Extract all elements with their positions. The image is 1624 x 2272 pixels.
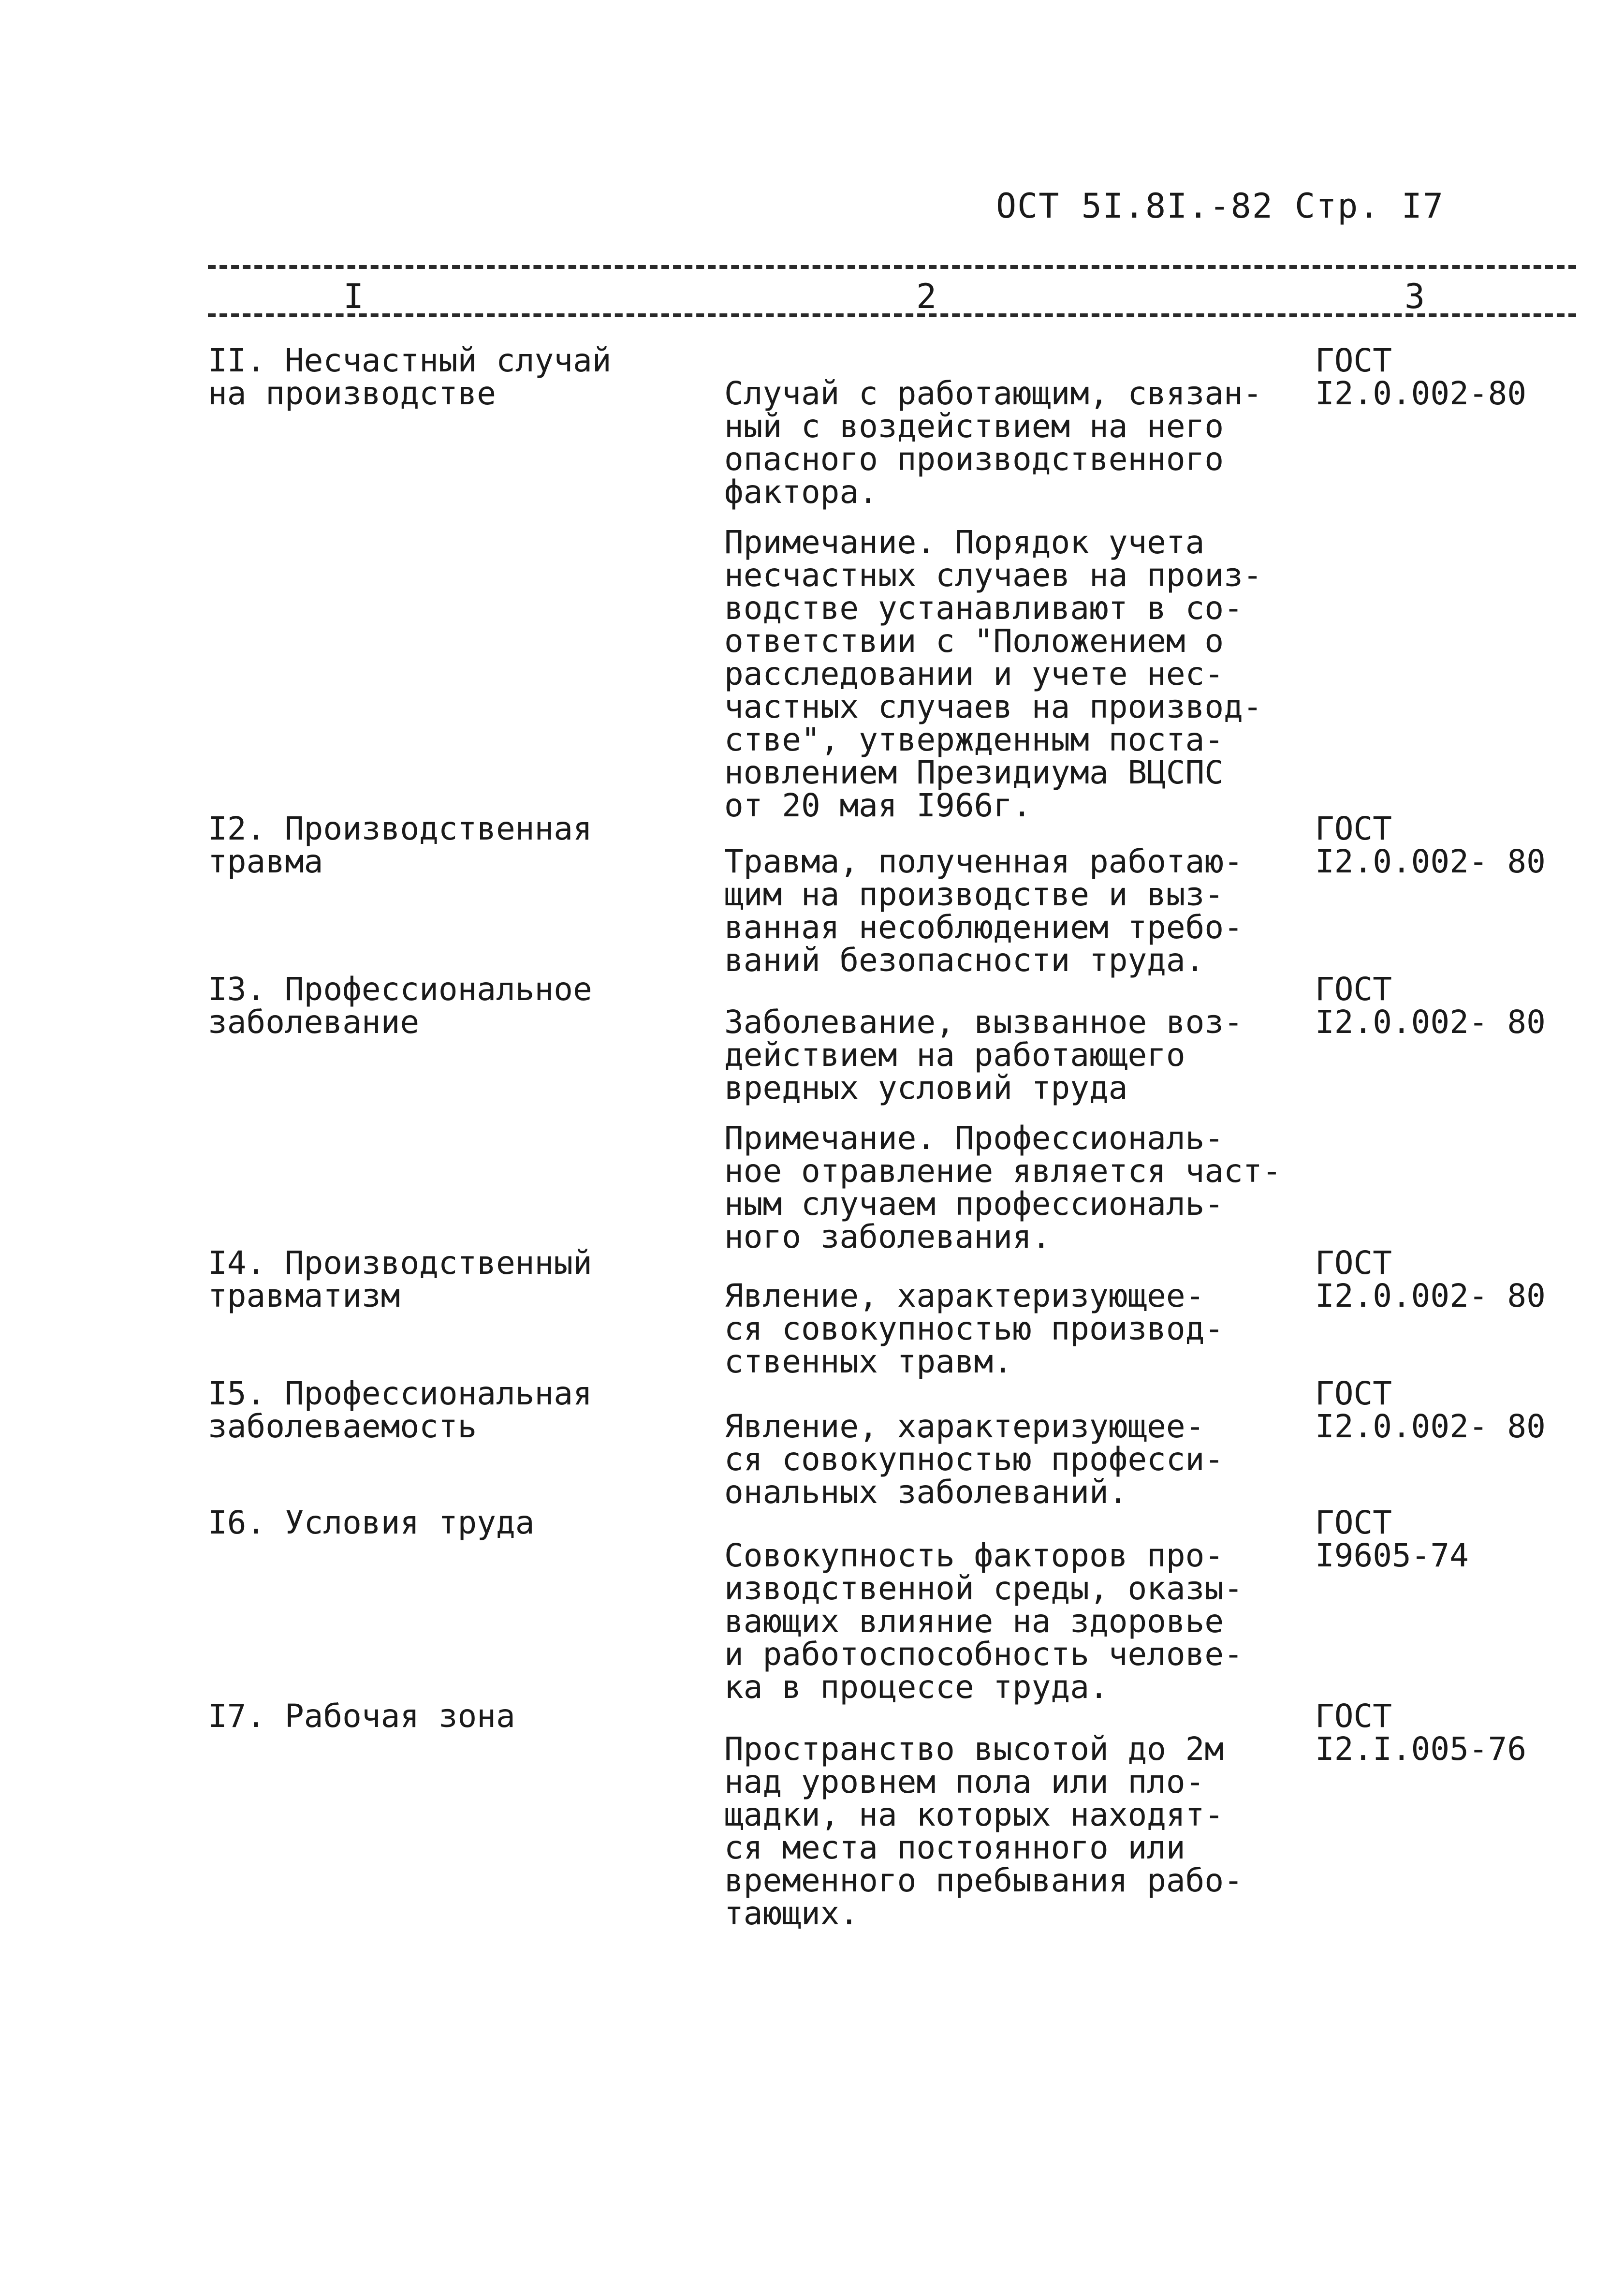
term-name: II. Несчастный случай на производстве bbox=[208, 342, 612, 412]
definition-text: Травма, полученная работаю- щим на производстве и выз- ванная несоблюдением требо- ваний безопасности труда. bbox=[724, 843, 1243, 979]
definition-text: Совокупность факторов про- изводственной среды, оказы- вающих влияние на здоровье и работоспособность челове- ка в процессе труда. bbox=[724, 1537, 1243, 1706]
term-definition bbox=[724, 973, 1319, 1286]
term-reference: ГОСТ I2.I.005-76 bbox=[1315, 1697, 1527, 1768]
page-header: ОСТ 5I.8I.-82 Стр. I7 bbox=[996, 186, 1445, 226]
term-definition bbox=[724, 1377, 1319, 1509]
term-reference: ГОСТ I2.0.002-80 bbox=[1315, 342, 1527, 412]
definition-text: Явление, характеризующее- ся совокупностью производ- ственных травм. bbox=[724, 1277, 1224, 1380]
term-reference: ГОСТ I2.0.002- 80 bbox=[1315, 971, 1546, 1041]
term-reference: ГОСТ I9605-74 bbox=[1315, 1504, 1469, 1574]
column-number-1: I bbox=[343, 277, 364, 316]
table-header-rule bbox=[208, 313, 1576, 317]
term-name: I5. Профессиональная заболеваемость bbox=[208, 1375, 592, 1445]
definition-text: Случай с работающим, связан- ный с воздействием на него опасного производственного фактора. bbox=[724, 375, 1262, 511]
table-top-rule bbox=[208, 265, 1576, 269]
definition-text: Пространство высотой до 2м над уровнем пола или пло- щадки, на которых находят- ся места постоянного или временного пребывания рабо- тающих. bbox=[724, 1730, 1243, 1932]
term-definition bbox=[724, 1247, 1319, 1378]
term-name: I7. Рабочая зона bbox=[208, 1697, 515, 1735]
term-name: I6. Условия труда bbox=[208, 1504, 535, 1541]
definition-note: Примечание. Порядок учета несчастных случаев на произ- водстве устанавливают в со- ответствии с "Положением о расследовании и учете нес- частных случаев на производ- стве", утвержденным поста- новлением Президиума ВЦСПС от 20 мая I966г. bbox=[724, 524, 1262, 824]
definition-note: Примечание. Профессиональ- ное отравление является част- ным случаем профессиональ- ного заболевания. bbox=[724, 1120, 1282, 1255]
term-definition bbox=[724, 1506, 1319, 1704]
term-definition bbox=[724, 344, 1319, 855]
column-number-2: 2 bbox=[916, 277, 937, 316]
term-name: I3. Профессиональное заболевание bbox=[208, 971, 592, 1041]
term-name: I2. Производственная травма bbox=[208, 810, 592, 880]
definition-text: Явление, характеризующее- ся совокупностью професси- ональных заболеваний. bbox=[724, 1408, 1224, 1511]
term-definition bbox=[724, 1700, 1319, 1930]
column-number-3: 3 bbox=[1405, 277, 1425, 316]
term-name: I4. Производственный травматизм bbox=[208, 1244, 592, 1314]
term-definition bbox=[724, 812, 1319, 977]
term-reference: ГОСТ I2.0.002- 80 bbox=[1315, 810, 1546, 880]
term-reference: ГОСТ I2.0.002- 80 bbox=[1315, 1244, 1546, 1314]
definition-text: Заболевание, вызванное воз- действием на работающего вредных условий труда bbox=[724, 1003, 1243, 1106]
term-reference: ГОСТ I2.0.002- 80 bbox=[1315, 1375, 1546, 1445]
